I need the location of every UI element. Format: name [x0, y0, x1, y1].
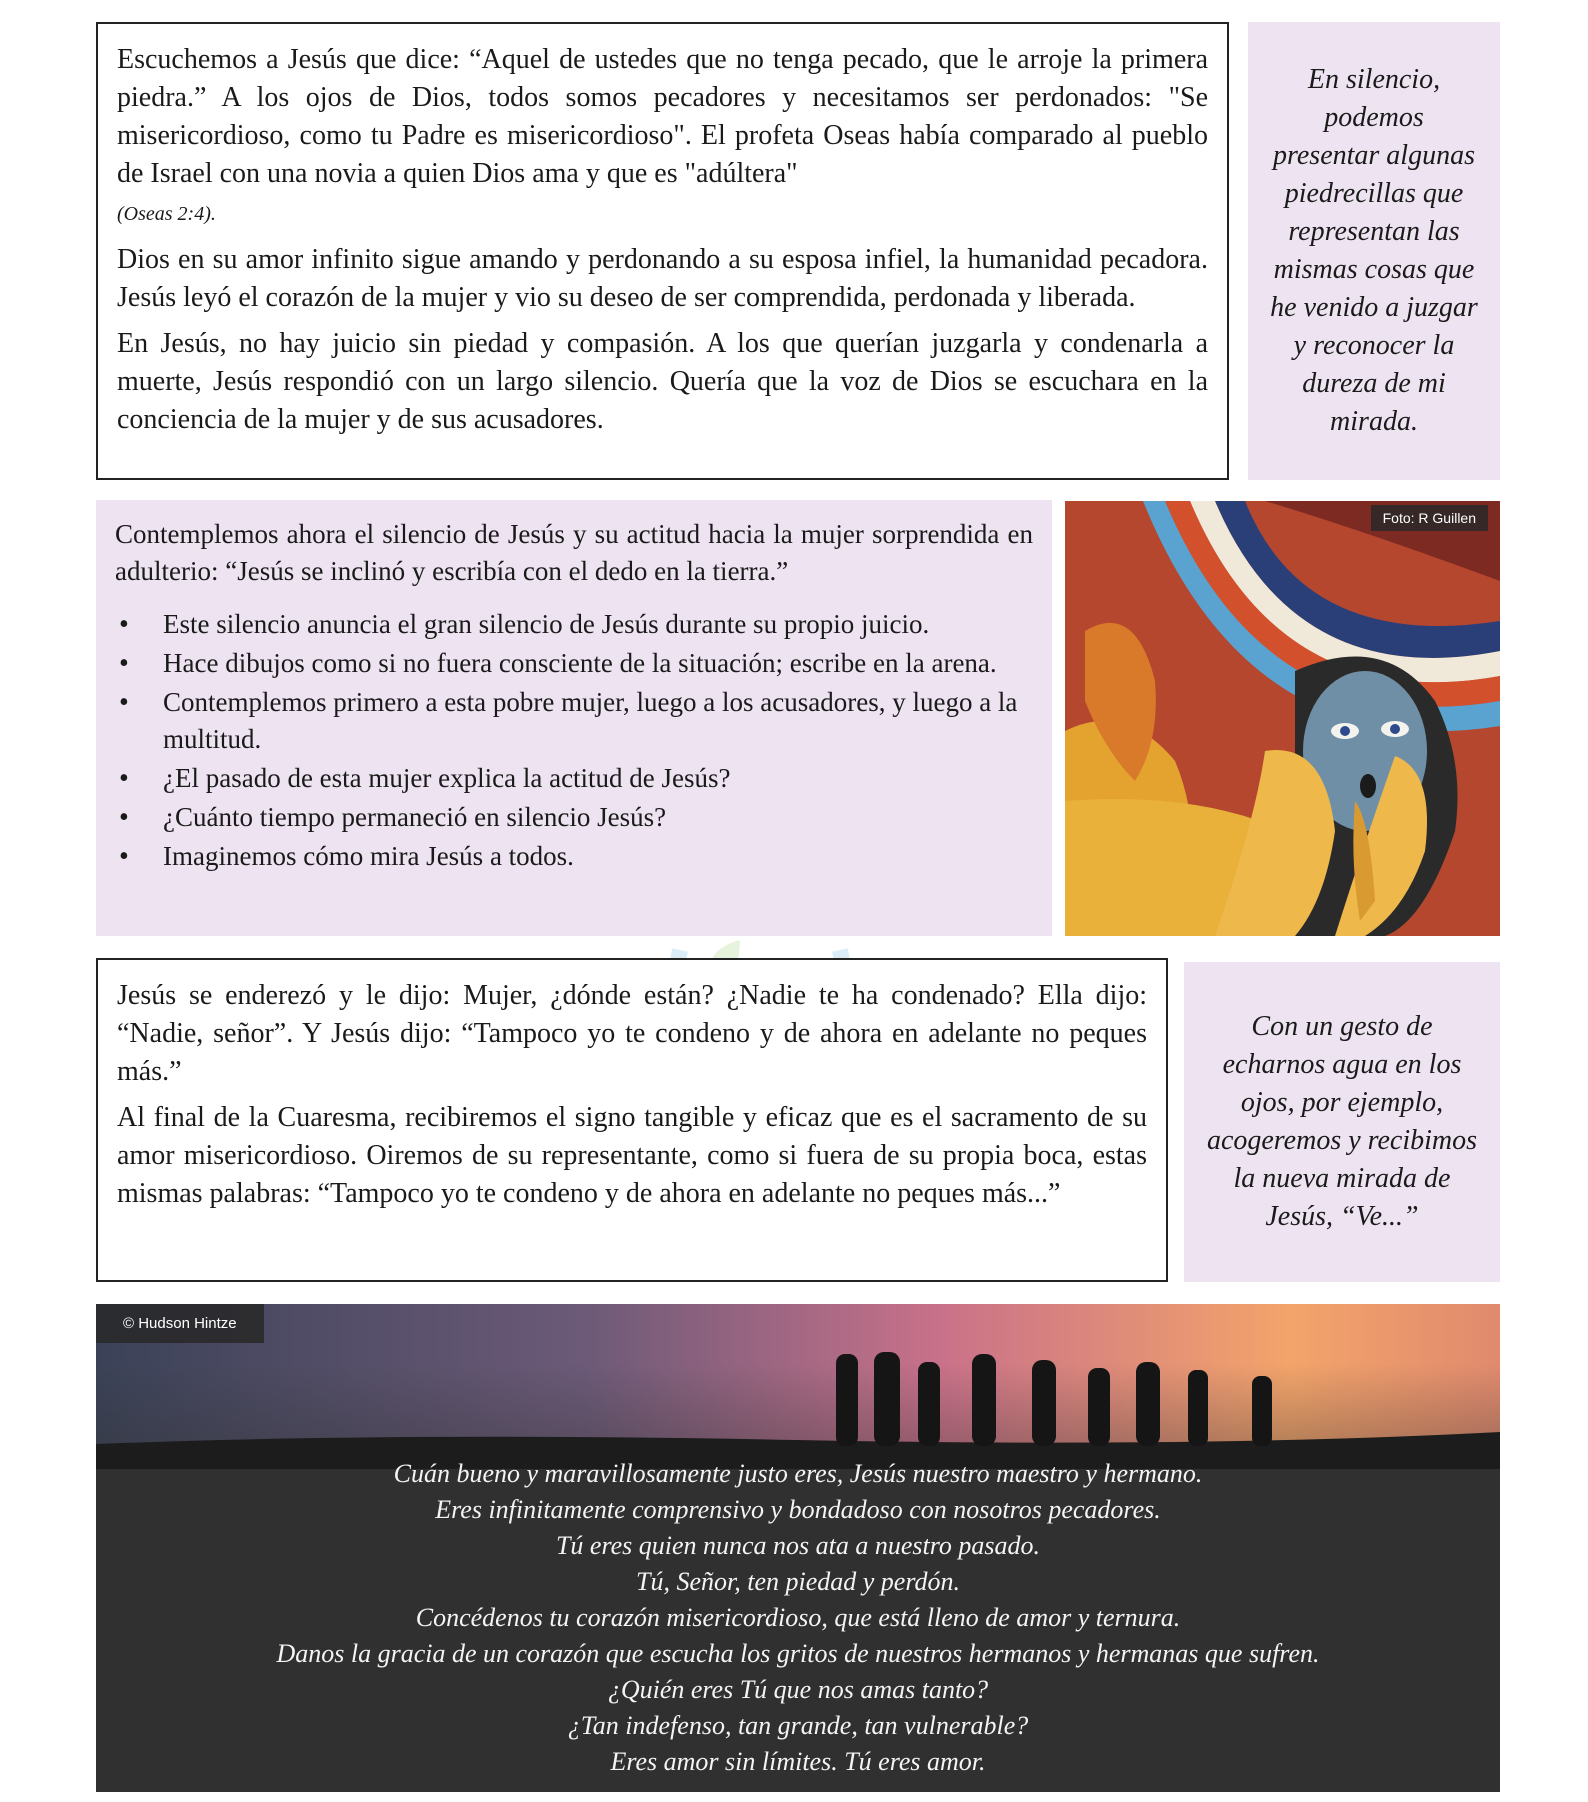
reflection-box-2	[96, 958, 1168, 1282]
prayer-line: Danos la gracia de un corazón que escucha los gritos de nuestros hermanos y hermanas que sufren.	[276, 1639, 1320, 1668]
prayer-line: Concédenos tu corazón misericordioso, que está lleno de amor y ternura.	[415, 1603, 1181, 1632]
prayer-banner	[96, 1304, 1500, 1792]
contemplation-list	[115, 606, 1033, 875]
paragraph: Jesús se enderezó y le dijo: Mujer, ¿dónde están? ¿Nadie te ha condenado? Ella dijo: “Nadie, señor”. Y Jesús dijo: “Tampoco yo te condeno y de ahora en adelante no peques más.”	[117, 980, 1147, 1087]
painting-image	[1065, 501, 1500, 936]
reflection-box-1	[96, 22, 1229, 480]
prayer-line: Eres infinitamente comprensivo y bondadoso con nosotros pecadores.	[435, 1495, 1161, 1524]
paragraph: Dios en su amor infinito sigue amando y perdonando a su esposa infiel, la humanidad pecadora. Jesús leyó el corazón de la mujer y vio su deseo de ser comprendida, perdonada y liberada.	[117, 244, 1208, 313]
list-item: • ¿El pasado de esta mujer explica la actitud de Jesús?	[115, 760, 1033, 797]
sidebar-text: Con un gesto de echarnos agua en los ojos, por ejemplo, acogeremos y recibimos la nueva mirada de Jesús, “Ve...”	[1206, 1011, 1478, 1232]
meditation-sidebar-1	[1248, 22, 1500, 480]
paragraph: Al final de la Cuaresma, recibiremos el signo tangible y eficaz que es el sacramento de su amor misericordioso. Oiremos de su representante, como si fuera de su propia boca, estas mismas palabras: “Tampoco yo te condeno y de ahora en adelante no peques más...”	[117, 1102, 1147, 1209]
contemplation-box	[96, 500, 1052, 936]
prayer-text	[96, 1456, 1500, 1780]
list-item: • Hace dibujos como si no fuera consciente de la situación; escribe en la arena.	[115, 645, 1033, 682]
paragraph	[117, 41, 1208, 233]
list-item: • ¿Cuánto tiempo permaneció en silencio Jesús?	[115, 799, 1033, 836]
sidebar-text: En silencio, podemos presentar algunas piedrecillas que representan las mismas cosas que he venido a juzgar y reconocer la dureza de mi mirada.	[1270, 64, 1478, 437]
painting-illustration	[1065, 501, 1500, 936]
bible-citation: (Oseas 2:4).	[117, 203, 216, 225]
photo-credit: Foto: R Guillen	[1371, 505, 1488, 531]
prayer-line: Eres amor sin límites. Tú eres amor.	[610, 1747, 986, 1776]
contemplation-intro: Contemplemos ahora el silencio de Jesús y su actitud hacia la mujer sorprendida en adulterio: “Jesús se inclinó y escribía con el dedo en la tierra.”	[115, 519, 1033, 586]
list-item: • Imaginemos cómo mira Jesús a todos.	[115, 838, 1033, 875]
list-item: • Contemplemos primero a esta pobre mujer, luego a los acusadores, y luego a la multitud.	[115, 684, 1033, 758]
photo-credit: © Hudson Hintze	[96, 1304, 264, 1343]
prayer-line: Cuán bueno y maravillosamente justo eres, Jesús nuestro maestro y hermano.	[393, 1459, 1203, 1488]
meditation-sidebar-2	[1184, 962, 1500, 1282]
prayer-line: ¿Tan indefenso, tan grande, tan vulnerable?	[567, 1711, 1029, 1740]
paragraph: En Jesús, no hay juicio sin piedad y compasión. A los que querían juzgarla y condenarla a muerte, Jesús respondió con un largo silencio. Quería que la voz de Dios se escuchara en la conciencia de la mujer y de sus acusadores.	[117, 328, 1208, 435]
paragraph-text: Escuchemos a Jesús que dice: “Aquel de ustedes que no tenga pecado, que le arroje la primera piedra.” A los ojos de Dios, todos somos pecadores y necesitamos ser perdonados: "Se misericordioso, como tu Padre es misericordioso". El profeta Oseas había comparado al pueblo de Israel con una novia a quien Dios ama y que es "adúltera"	[117, 44, 1208, 189]
prayer-line: ¿Quién eres Tú que nos amas tanto?	[607, 1675, 989, 1704]
list-item: • Este silencio anuncia el gran silencio de Jesús durante su propio juicio.	[115, 606, 1033, 643]
prayer-line: Tú, Señor, ten piedad y perdón.	[636, 1567, 960, 1596]
prayer-line: Tú eres quien nunca nos ata a nuestro pasado.	[555, 1531, 1041, 1560]
